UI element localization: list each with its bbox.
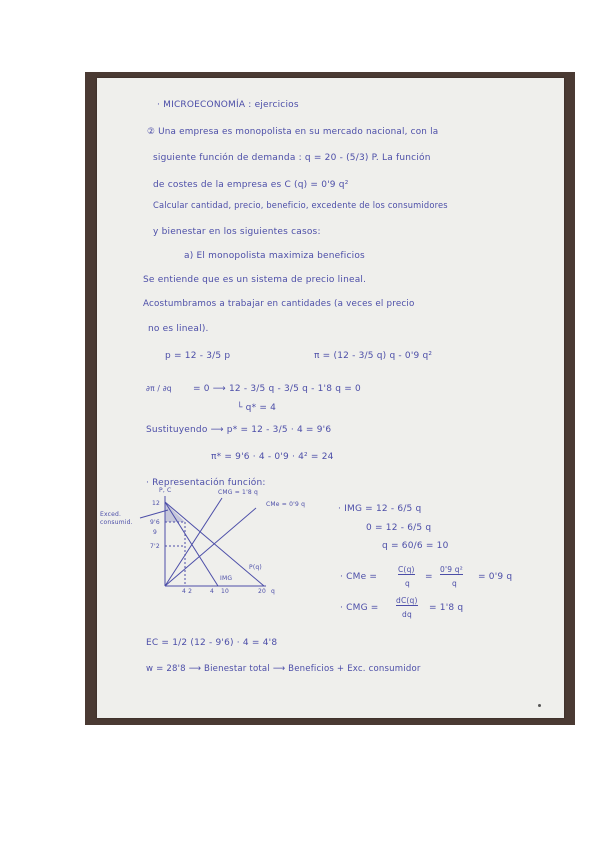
problem-line-3: de costes de la empresa es C (q) = 0'9 q² [153, 180, 349, 190]
problem-line-2: siguiente función de demanda : q = 20 - (5/3) P. La función [153, 153, 431, 163]
cme-numerator: C(q) [398, 565, 415, 574]
cmg-result: = 1'8 q [429, 603, 464, 613]
cmg-denominator: dq [402, 610, 412, 619]
part-a-heading: a) El monopolista maximiza beneficios [184, 251, 365, 261]
surplus-label: Exced. consumid. [100, 511, 133, 526]
x-axis-label-q: q [271, 588, 276, 595]
profit-equation: π = (12 - 3/5 q) q - 0'9 q² [314, 351, 433, 361]
substitution-line: Sustituyendo ⟶ p* = 12 - 3/5 · 4 = 9'6 [146, 425, 332, 435]
optimal-profit: π* = 9'6 · 4 - 0'9 · 4² = 24 [211, 452, 334, 462]
foc-derivative: ∂π / ∂q [146, 384, 172, 393]
optimal-quantity: └ q* = 4 [237, 403, 277, 413]
problem-line-5: y bienestar en los siguientes casos: [153, 227, 321, 237]
price-equation: p = 12 - 3/5 p [165, 351, 231, 361]
y-tick-7-2: 7'2 [150, 543, 160, 550]
y-tick-9-6: 9'6 [150, 519, 160, 526]
paper-mark [538, 704, 541, 707]
x-tick-4: 4 [210, 588, 215, 595]
img-quantity-result: q = 60/6 = 10 [382, 541, 449, 551]
welfare-equation: w = 28'8 ⟶ Bienestar total ⟶ Beneficios + Exc. consumidor [146, 664, 421, 674]
problem-line-1: ② Una empresa es monopolista en su mercado nacional, con la [147, 127, 439, 137]
consumer-surplus-area [165, 502, 185, 522]
cmg-curve-label: CMG = 1'8 q [218, 489, 259, 496]
cme-label: · CMe = [340, 572, 378, 582]
note-line-2: Acostumbramos a trabajar en cantidades (a veces el precio [143, 299, 415, 309]
cmg-label: · CMG = [340, 603, 379, 613]
cme-result: = 0'9 q [478, 572, 513, 582]
page-header: · MICROECONOMÍA : ejercicios [157, 100, 299, 110]
p-axis-label: P, C [159, 487, 172, 494]
x-tick-4-2: 4 2 [182, 588, 193, 595]
x-tick-10: 10 [221, 588, 230, 595]
cme-denominator: q [405, 579, 410, 588]
y-tick-12: 12 [152, 500, 161, 507]
graph-title: · Representación función: [146, 478, 266, 488]
demand-curve-label: P(q) [249, 564, 262, 571]
note-line-3: no es lineal). [148, 324, 209, 334]
paper-sheet [97, 78, 564, 718]
cme-numerator-2: 0'9 q² [440, 565, 463, 574]
x-tick-20: 20 [258, 588, 267, 595]
surplus-arrow [140, 510, 168, 518]
problem-line-4: Calcular cantidad, precio, beneficio, excedente de los consumidores [153, 201, 448, 211]
cmg-numerator: dC(q) [396, 596, 418, 605]
note-line-1: Se entiende que es un sistema de precio lineal. [143, 275, 367, 285]
cme-curve-label: CMe = 0'9 q [266, 501, 306, 508]
img-curve-label: IMG [220, 575, 233, 582]
y-tick-9: 9 [153, 529, 158, 536]
foc-equation: = 0 ⟶ 12 - 3/5 q - 3/5 q - 1'8 q = 0 [193, 384, 361, 394]
img-equation: · IMG = 12 - 6/5 q [338, 504, 422, 514]
img-zero-equation: 0 = 12 - 6/5 q [366, 523, 432, 533]
cme-equals: = [425, 572, 433, 582]
cme-denominator-2: q [452, 579, 457, 588]
consumer-surplus-equation: EC = 1/2 (12 - 9'6) · 4 = 4'8 [146, 638, 278, 648]
